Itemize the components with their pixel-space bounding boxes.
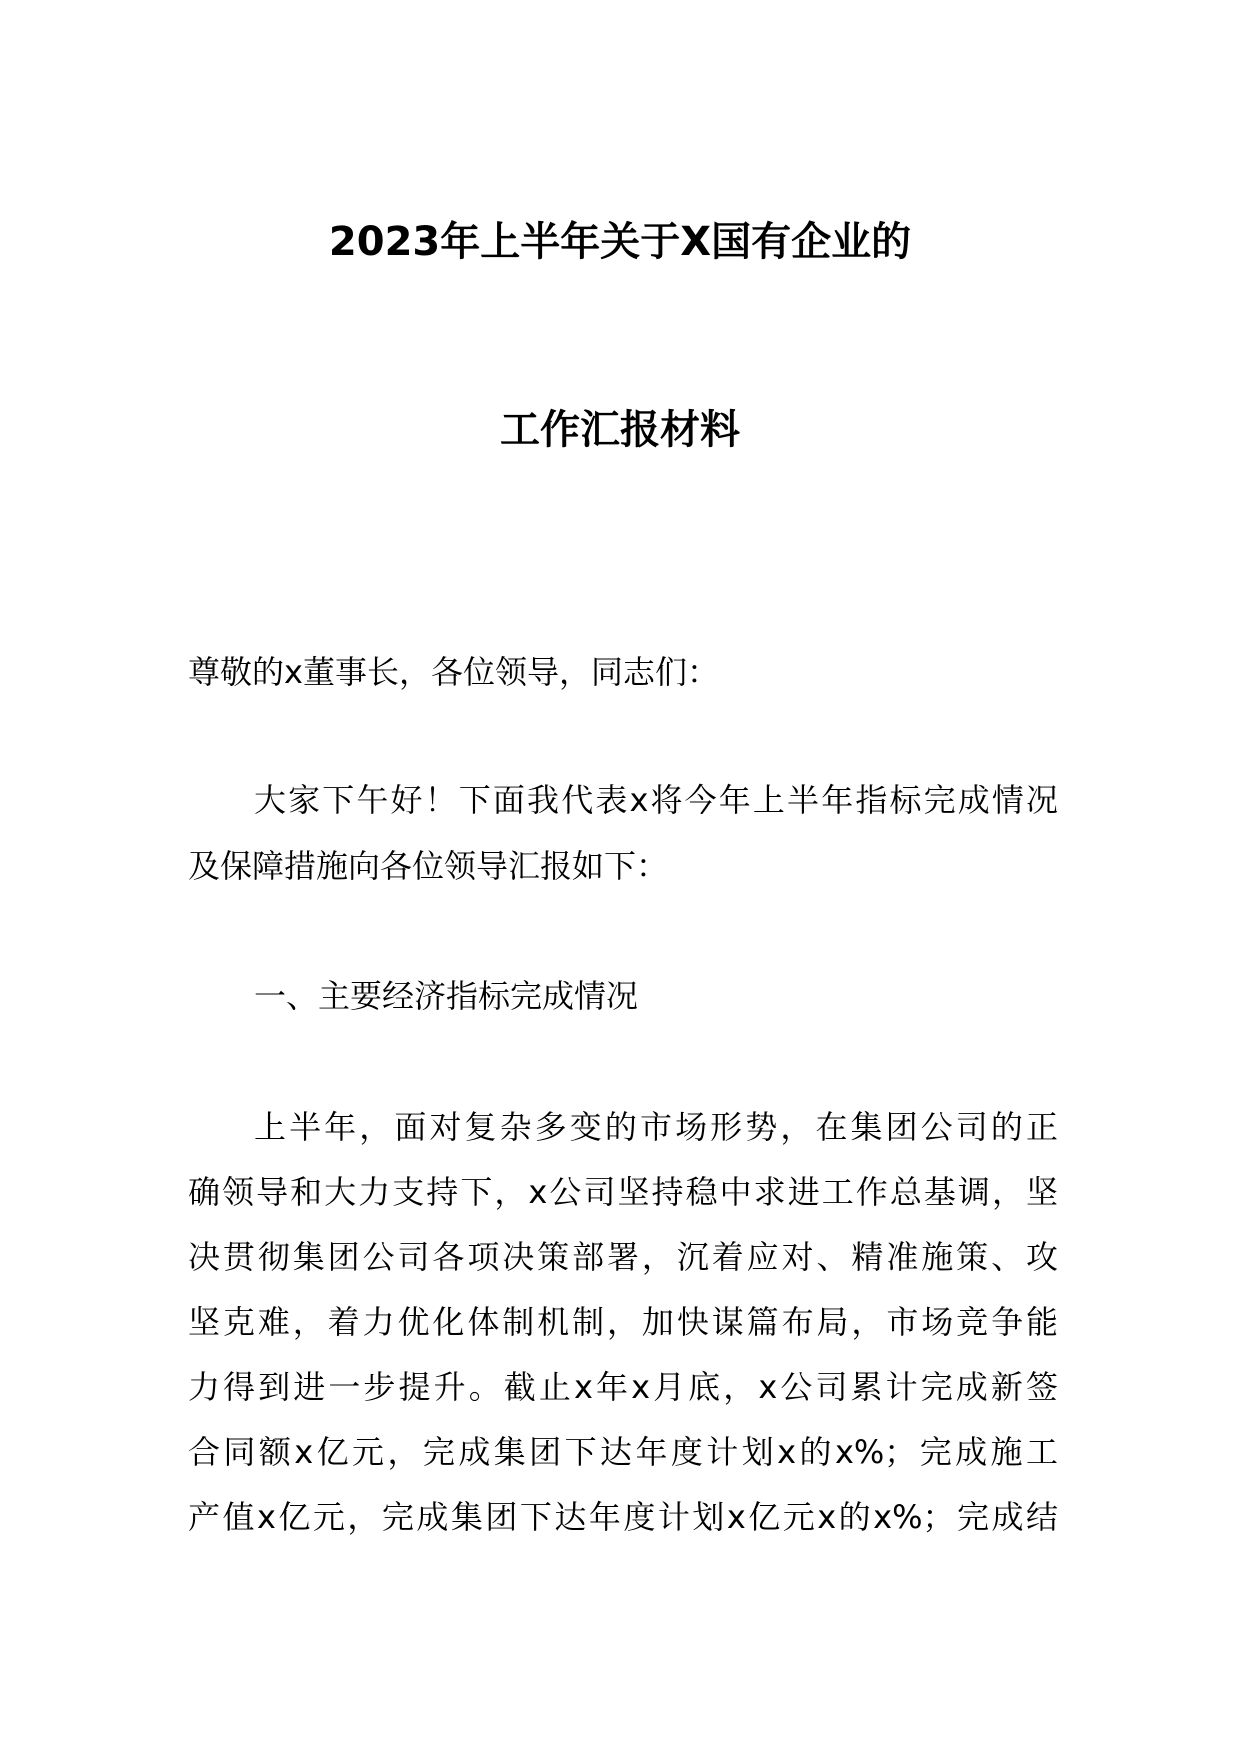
paragraph-line: 确领导和大力支持下，x公司坚持稳中求进工作总基调，坚 [188, 1173, 1058, 1211]
intro-line: 及保障措施向各位领导汇报如下： [188, 847, 669, 885]
section-heading: 一、主要经济指标完成情况 [254, 977, 639, 1015]
greeting: 尊敬的x董事长，各位领导，同志们： [188, 653, 719, 691]
paragraph-line: 力得到进一步提升。截止x年x月底，x公司累计完成新签 [188, 1368, 1058, 1406]
paragraph-line: 产值x亿元，完成集团下达年度计划x亿元x的x%；完成结 [188, 1498, 1058, 1536]
paragraph-line: 决贯彻集团公司各项决策部署，沉着应对、精准施策、攻 [188, 1238, 1058, 1276]
paragraph-line: 合同额x亿元，完成集团下达年度计划x的x%；完成施工 [188, 1433, 1058, 1471]
paragraph-line: 坚克难，着力优化体制机制，加快谋篇布局，市场竞争能 [188, 1303, 1058, 1341]
paragraph-line: 上半年，面对复杂多变的市场形势，在集团公司的正 [254, 1108, 1058, 1146]
intro-line: 大家下午好！下面我代表x将今年上半年指标完成情况 [254, 781, 1058, 819]
document-title-line-2: 工作汇报材料 [500, 407, 740, 453]
document-title-line-1: 2023年上半年关于X国有企业的 [328, 219, 912, 265]
